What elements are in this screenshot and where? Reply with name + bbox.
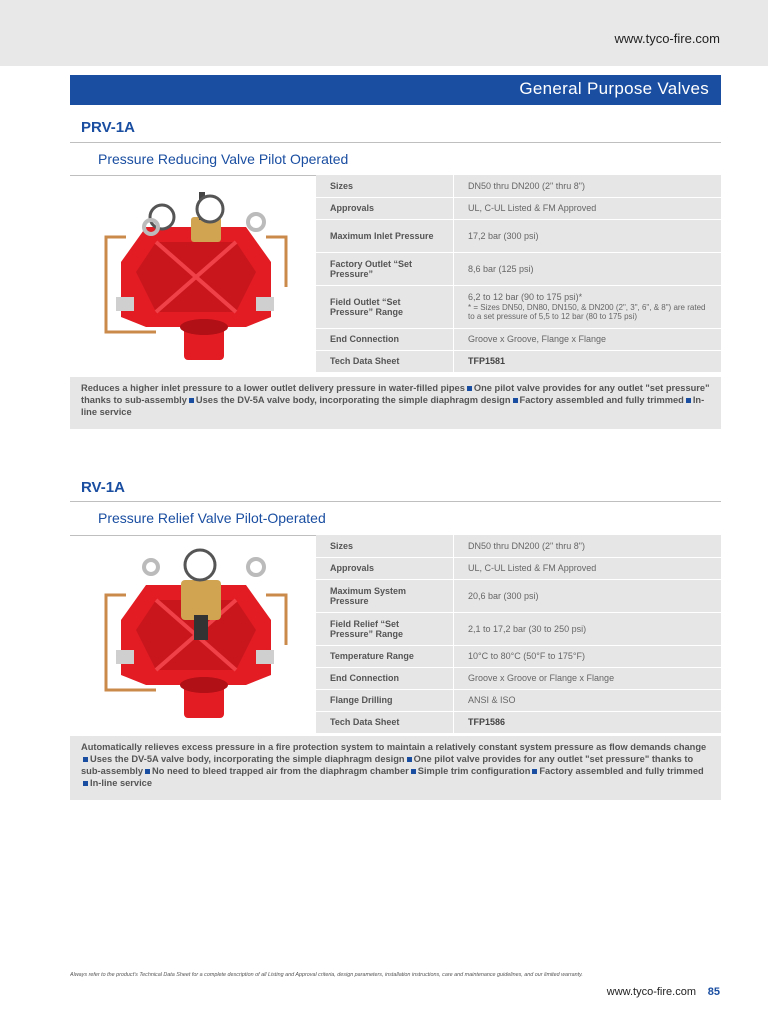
header-url[interactable]: www.tyco-fire.com [614,31,720,46]
spec-row [316,535,721,557]
section-banner [70,75,721,105]
spec-row [316,175,721,197]
spec-label: Sizes [316,535,454,557]
spec-row [316,285,721,328]
product-subtitle: Pressure Relief Valve Pilot-Operated [98,510,326,526]
spec-note: * = Sizes DN50, DN80, DN150, & DN200 (2", 3", 6", & 8") are rated to a set pressure of 5,5 to 12 bar (80 to 175 psi) [468,303,706,321]
spec-value: DN50 thru DN200 (2" thru 8") [454,175,722,197]
product-code: RV-1A [81,479,125,496]
spec-row [316,612,721,645]
feature-item: Reduces a higher inlet pressure to a lower outlet delivery pressure in water-filled pipes [81,383,465,393]
spec-value-with-note [454,285,722,328]
bullet-square-icon [83,781,88,786]
banner-title: General Purpose Valves [519,79,709,98]
feature-item: In-line service [81,395,705,417]
spec-row [316,252,721,285]
feature-item: One pilot valve provides for any outlet "set pressure" thanks to sub-assembly [81,383,710,405]
tech-data-sheet-link[interactable]: TFP1581 [454,350,722,372]
page-header [0,0,768,66]
spec-label: Factory Outlet “Set Pressure” [316,252,454,285]
spec-row [316,579,721,612]
spec-label: Maximum Inlet Pressure [316,219,454,252]
spec-row [316,667,721,689]
feature-item: Uses the DV-5A valve body, incorporating the simple diaphragm design [90,754,405,764]
spec-label: Approvals [316,197,454,219]
page-number: 85 [707,986,720,998]
spec-label: Approvals [316,557,454,579]
spec-value: 20,6 bar (300 psi) [454,579,722,612]
spec-label: Field Outlet “Set Pressure” Range [316,285,454,328]
spec-label: End Connection [316,667,454,689]
rv-valve-image [96,545,296,720]
spec-label: Sizes [316,175,454,197]
spec-value: DN50 thru DN200 (2" thru 8") [454,535,722,557]
spec-label: Flange Drilling [316,689,454,711]
feature-item: Factory assembled and fully trimmed [539,766,704,776]
feature-item: Automatically relieves excess pressure in a fire protection system to maintain a relatively constant system pressure as flow demands change [81,742,707,752]
footer-disclaimer: Always refer to the product's Technical Data Sheet for a complete description of all Listing and Approval criteria, design parameters, installation instructions, care and maintenance guidelines, and our limited warranty. [70,972,583,978]
feature-item: One pilot valve provides for any outlet "set pressure" thanks to sub-assembly [81,754,694,776]
spec-label: End Connection [316,328,454,350]
bullet-square-icon [145,769,150,774]
spec-row [316,645,721,667]
spec-label: Temperature Range [316,645,454,667]
footer-url[interactable]: www.tyco-fire.com [606,986,696,998]
spec-value: UL, C-UL Listed & FM Approved [454,557,722,579]
specs-table [316,535,721,734]
bullet-square-icon [532,769,537,774]
feature-list [70,736,721,800]
feature-item: Factory assembled and fully trimmed [519,395,684,405]
feature-list [70,377,721,429]
spec-value: 2,1 to 17,2 bar (30 to 250 psi) [454,612,722,645]
prv-valve-image [96,187,296,362]
bullet-square-icon [189,398,194,403]
spec-row [316,689,721,711]
bullet-square-icon [686,398,691,403]
spec-value: 6,2 to 12 bar (90 to 175 psi)* [468,292,583,302]
spec-value: 10°C to 80°C (50°F to 175°F) [454,645,722,667]
spec-row [316,557,721,579]
spec-row [316,711,721,733]
bullet-square-icon [83,757,88,762]
spec-row [316,328,721,350]
bullet-square-icon [407,757,412,762]
spec-value: 8,6 bar (125 psi) [454,252,722,285]
spec-label: Maximum System Pressure [316,579,454,612]
spec-label: Tech Data Sheet [316,711,454,733]
feature-item: Simple trim configuration [417,766,531,776]
feature-item: Uses the DV-5A valve body, incorporating the simple diaphragm design [195,395,511,405]
spec-row [316,197,721,219]
feature-item: In-line service [90,778,153,788]
spec-label: Tech Data Sheet [316,350,454,372]
spec-row [316,219,721,252]
spec-value: Groove x Groove or Flange x Flange [454,667,722,689]
product-code: PRV-1A [81,119,135,136]
feature-item: No need to bleed trapped air from the diaphragm chamber [152,766,409,776]
product-subtitle: Pressure Reducing Valve Pilot Operated [98,151,349,167]
spec-value: Groove x Groove, Flange x Flange [454,328,722,350]
spec-value: ANSI & ISO [454,689,722,711]
spec-label: Field Relief “Set Pressure” Range [316,612,454,645]
specs-table [316,175,721,373]
bullet-square-icon [411,769,416,774]
spec-value: 17,2 bar (300 psi) [454,219,722,252]
divider [70,501,721,502]
bullet-square-icon [467,386,472,391]
divider [70,142,721,143]
bullet-square-icon [513,398,518,403]
spec-row [316,350,721,372]
tech-data-sheet-link[interactable]: TFP1586 [454,711,722,733]
spec-value: UL, C-UL Listed & FM Approved [454,197,722,219]
